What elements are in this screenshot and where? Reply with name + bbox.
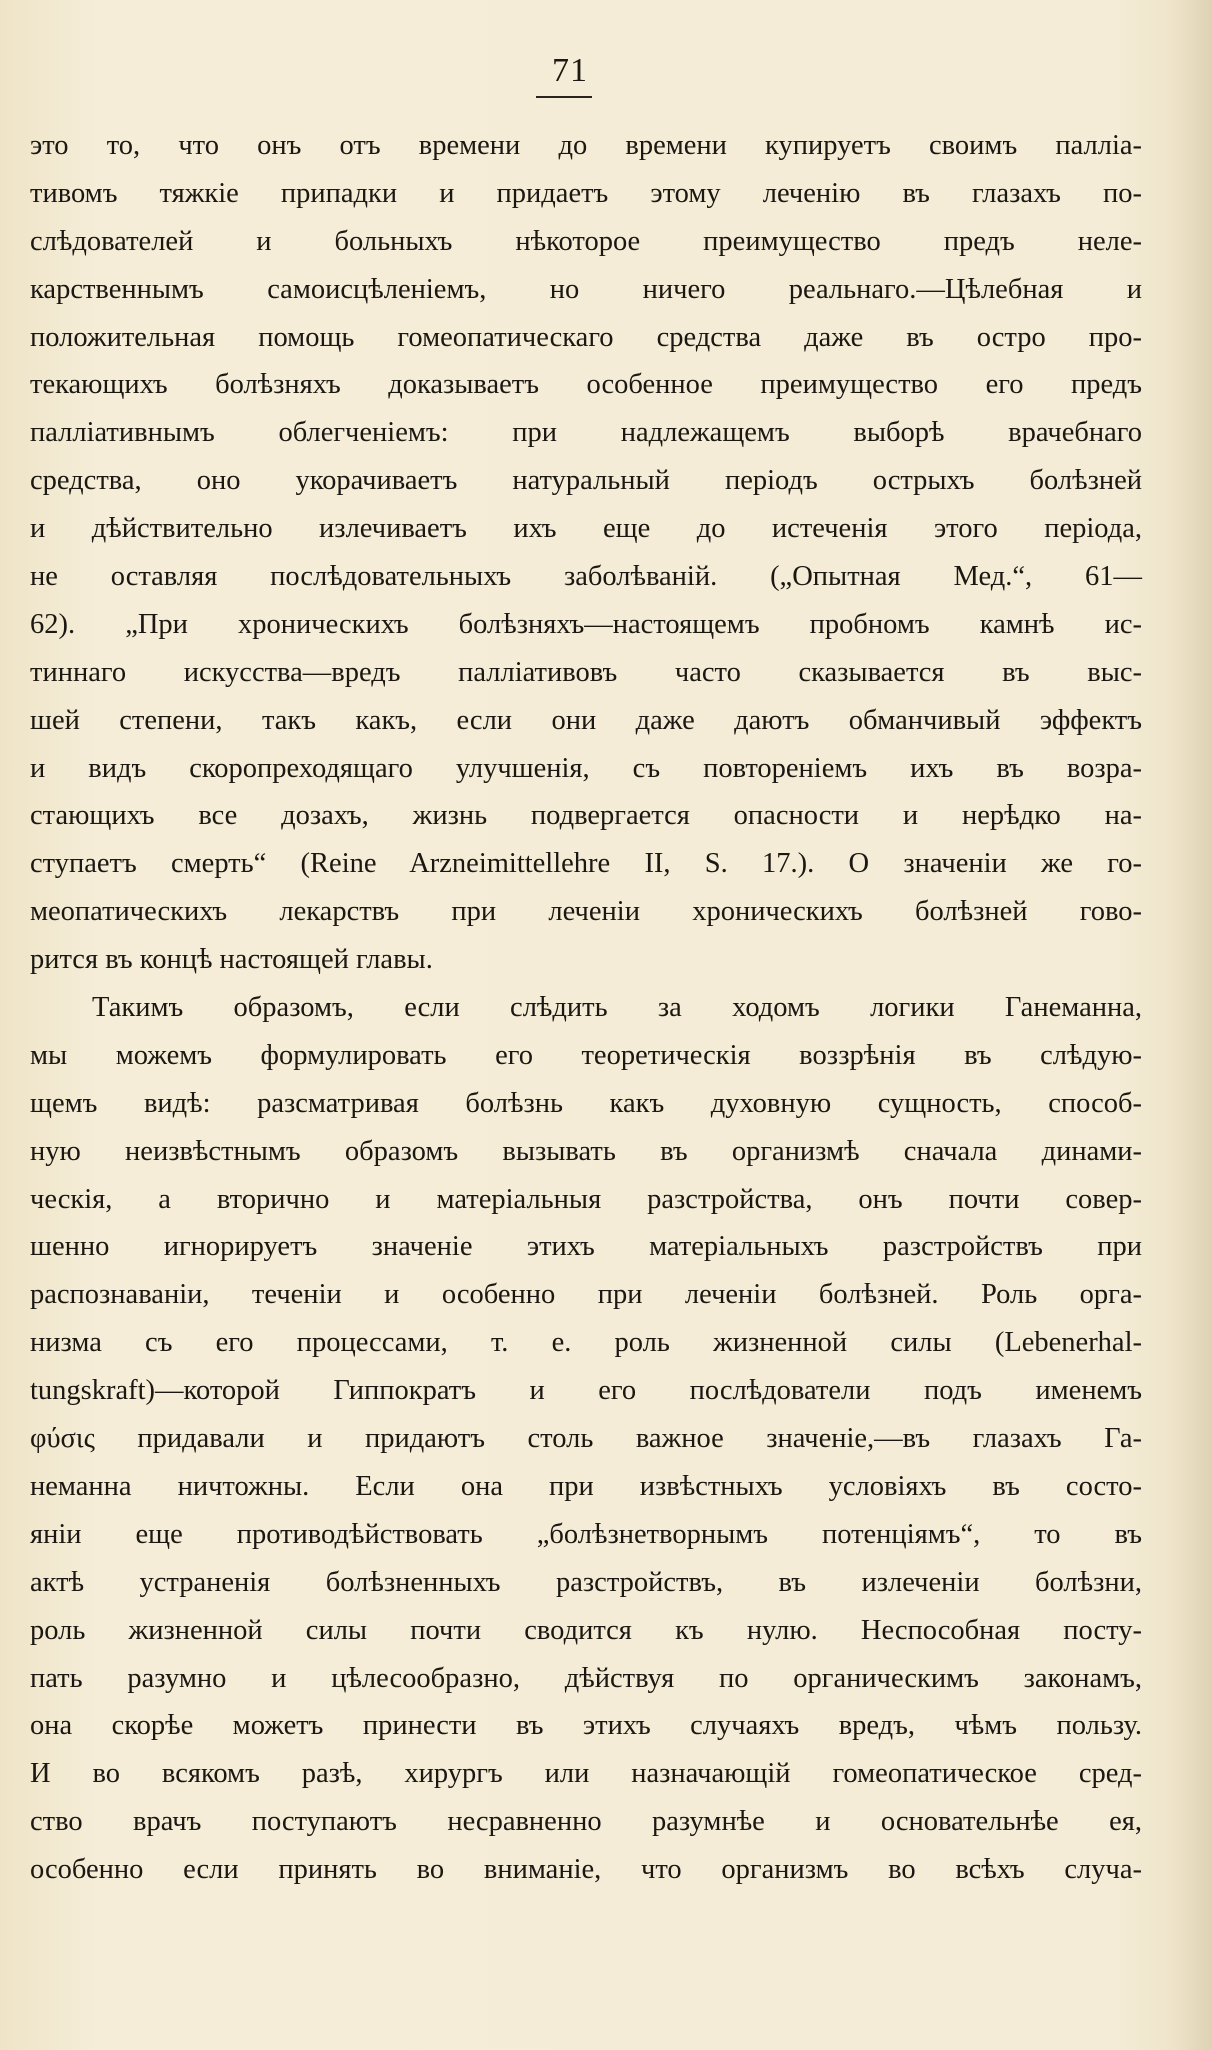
text-line: шей степени, такъ какъ, если они даже даютъ обманчивый эффектъ — [30, 704, 1142, 736]
text-line: Такимъ образомъ, если слѣдить за ходомъ логики Ганеманна, — [92, 992, 1142, 1024]
text-line: стающихъ все дозахъ, жизнь подвергается опасности и нерѣдко на- — [30, 800, 1142, 832]
text-line: тиннаго искусства—вредъ палліативовъ часто сказывается въ выс- — [30, 656, 1142, 688]
text-line: палліативнымъ облегченіемъ: при надлежащемъ выборѣ врачебнаго — [30, 417, 1142, 449]
text-line: и дѣйствительно излечиваетъ ихъ еще до истеченія этого періода, — [30, 513, 1142, 545]
text-line: актѣ устраненія болѣзненныхъ разстройствъ, въ излеченіи болѣзни, — [30, 1566, 1142, 1598]
text-line: рится въ концѣ настоящей главы. — [30, 944, 433, 976]
text-line: ступаетъ смерть“ (Reine Arzneimittellehre II, S. 17.). О значеніи же го- — [30, 848, 1142, 880]
text-line: 62). „При хроническихъ болѣзняхъ—настоящемъ пробномъ камнѣ ис- — [30, 608, 1142, 640]
text-line: распознаваніи, теченіи и особенно при леченіи болѣзней. Роль орга- — [30, 1279, 1142, 1311]
text-line: текающихъ болѣзняхъ доказываетъ особенное преимущество его предъ — [30, 369, 1142, 401]
text-line: это то, что онъ отъ времени до времени купируетъ своимъ палліа- — [30, 130, 1142, 161]
page-number-underline — [536, 96, 592, 98]
text-line: тивомъ тяжкіе припадки и придаетъ этому леченію въ глазахъ по- — [30, 177, 1142, 209]
text-line: ную неизвѣстнымъ образомъ вызывать въ организмѣ сначала динами- — [30, 1135, 1142, 1167]
text-line: щемъ видѣ: разсматривая болѣзнь какъ духовную сущность, способ- — [30, 1087, 1142, 1119]
text-line: слѣдователей и больныхъ нѣкоторое преимущество предъ неле- — [30, 225, 1142, 257]
text-line: ство врачъ поступаютъ несравненно разумнѣе и основательнѣе ея, — [30, 1806, 1142, 1838]
text-line: положительная помощь гомеопатическаго средства даже въ остро про- — [30, 321, 1142, 353]
text-line: и видъ скоропреходящаго улучшенія, съ повтореніемъ ихъ въ возра- — [30, 752, 1142, 784]
page-edge-shadow — [1172, 0, 1212, 2050]
text-line: tungskraft)—которой Гиппократъ и его послѣдователи подъ именемъ — [30, 1375, 1142, 1407]
text-line: φύσις придавали и придаютъ столь важное значеніе,—въ глазахъ Га- — [30, 1423, 1142, 1455]
text-line: И во всякомъ разѣ, хирургъ или назначающій гомеопатическое сред- — [30, 1758, 1142, 1790]
page-number: 71 — [552, 52, 588, 89]
text-line: мы можемъ формулировать его теоретическія воззрѣнія въ слѣдую- — [30, 1039, 1142, 1071]
text-line: неманна ничтожны. Если она при извѣстныхъ условіяхъ въ состо- — [30, 1470, 1142, 1502]
text-line: пать разумно и цѣлесообразно, дѣйствуя по органическимъ законамъ, — [30, 1662, 1142, 1694]
text-line: карственнымъ самоисцѣленіемъ, но ничего реальнаго.—Цѣлебная и — [30, 273, 1142, 305]
body-text — [30, 122, 1142, 1894]
text-line: низма съ его процессами, т. е. роль жизненной силы (Lebenerhal- — [30, 1327, 1142, 1359]
text-line: не оставляя послѣдовательныхъ заболѣваній. („Опытная Мед.“, 61— — [30, 561, 1142, 593]
text-line: особенно если принять во вниманіе, что организмъ во всѣхъ случа- — [30, 1854, 1142, 1886]
text-line: она скорѣе можетъ принести въ этихъ случаяхъ вредъ, чѣмъ пользу. — [30, 1710, 1142, 1742]
text-line: ческія, а вторично и матеріальныя разстройства, онъ почти совер- — [30, 1183, 1142, 1215]
text-line: меопатическихъ лекарствъ при леченіи хроническихъ болѣзней гово- — [30, 896, 1142, 928]
text-line: шенно игнорируетъ значеніе этихъ матеріальныхъ разстройствъ при — [30, 1231, 1142, 1263]
text-line: роль жизненной силы почти сводится къ нулю. Неспособная посту- — [30, 1614, 1142, 1646]
text-line: средства, оно укорачиваетъ натуральный періодъ острыхъ болѣзней — [30, 465, 1142, 497]
text-line: яніи еще противодѣйствовать „болѣзнетворнымъ потенціямъ“, то въ — [30, 1518, 1142, 1550]
